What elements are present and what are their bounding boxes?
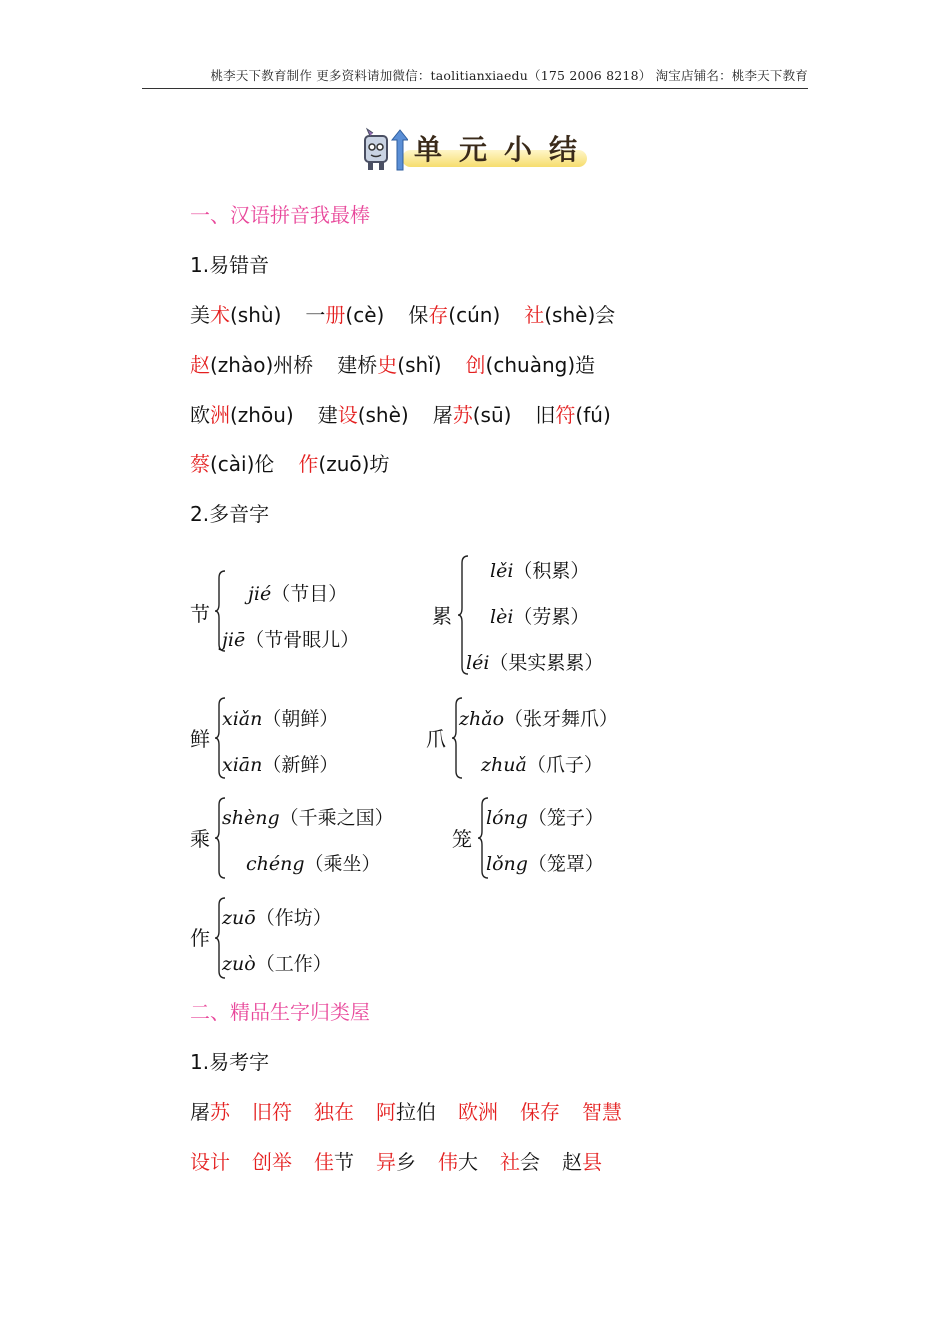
word-text: 建桥 (337, 353, 378, 377)
word-item (190, 403, 294, 427)
example-word: （工作） (255, 953, 332, 975)
highlighted-character: 存 (428, 303, 449, 327)
highlighted-character: 苏 (452, 403, 473, 427)
pinyin: zhǎo (459, 708, 505, 730)
word-text: (shǐ) (397, 353, 442, 377)
example-word: （节目） (271, 583, 348, 605)
word-item (318, 403, 409, 427)
highlighted-character: 独在 (314, 1100, 354, 1124)
word-item (500, 1150, 540, 1174)
highlighted-character: 县 (582, 1150, 602, 1174)
word-item (337, 353, 441, 377)
section-2-title: 二、精品生字归类屋 (190, 1000, 370, 1024)
word-text: (zhào)州桥 (210, 353, 314, 377)
highlighted-character: 史 (377, 353, 398, 377)
pinyin: lěi (490, 560, 514, 582)
word-item (376, 1100, 436, 1124)
subsection-error-prone-sounds: 1.易错音 (190, 253, 270, 277)
highlighted-character: 阿 (376, 1100, 396, 1124)
word-text: (cài)伦 (210, 452, 275, 476)
section-banner (358, 126, 595, 174)
word-item (458, 1100, 498, 1124)
word-item (376, 1150, 416, 1174)
polyphonic-character: 作 (190, 926, 210, 950)
word-text: 屠 (432, 403, 453, 427)
page-header: 桃李天下教育制作 更多资料请加微信：taolitianxiaedu（175 2006 8218） 淘宝店铺名：桃李天下教育 (210, 68, 808, 83)
reading (490, 602, 589, 629)
word-text: (cè) (345, 303, 385, 327)
highlighted-character: 洲 (210, 403, 230, 427)
word-item (190, 452, 274, 476)
word-item (466, 353, 596, 377)
word-item (190, 353, 313, 377)
word-text: (fú) (575, 403, 611, 427)
polyphonic-character: 累 (432, 604, 452, 628)
word-text: 大 (458, 1150, 478, 1174)
word-item (524, 303, 615, 327)
pinyin: shèng (222, 807, 280, 829)
word-text: (zhōu) (230, 403, 294, 427)
highlighted-character: 符 (555, 403, 576, 427)
word-item (433, 403, 512, 427)
reading (481, 750, 603, 777)
word-text: 建 (317, 403, 338, 427)
example-word: （爪子） (526, 754, 603, 776)
highlighted-character: 创举 (252, 1150, 292, 1174)
subsection-key-characters: 1.易考字 (190, 1050, 270, 1074)
reading (246, 849, 381, 876)
word-text: (zuō)坊 (318, 452, 390, 476)
word-item (535, 403, 610, 427)
polyphonic-character: 笼 (452, 827, 472, 851)
polyphonic-character: 节 (190, 602, 210, 626)
reading (222, 750, 338, 777)
pinyin: lèi (490, 606, 514, 628)
highlighted-character: 异 (376, 1150, 396, 1174)
pinyin: lóng (486, 807, 528, 829)
word-text: 会 (520, 1150, 540, 1174)
word-text: 保 (408, 303, 429, 327)
reading (222, 625, 359, 652)
word-item (190, 1100, 230, 1124)
highlighted-character: 设计 (190, 1150, 230, 1174)
example-word: （劳累） (513, 606, 590, 628)
pinyin: zhuǎ (481, 754, 527, 776)
highlighted-character: 社 (524, 303, 545, 327)
example-word: （积累） (513, 560, 590, 582)
reading (222, 704, 338, 731)
robot-mascot-icon (358, 126, 408, 174)
example-word: （笼罩） (527, 853, 604, 875)
example-word: （作坊） (255, 907, 332, 929)
word-text: 欧 (190, 403, 210, 427)
word-item (438, 1150, 478, 1174)
word-item (298, 452, 389, 476)
highlighted-character: 术 (210, 303, 230, 327)
example-word: （朝鲜） (262, 708, 339, 730)
word-item (252, 1100, 292, 1124)
reading (486, 849, 604, 876)
word-item (582, 1100, 622, 1124)
word-text: (shè)会 (544, 303, 616, 327)
word-item (190, 303, 281, 327)
highlighted-character: 赵 (190, 353, 210, 377)
pinyin: jié (248, 583, 272, 605)
word-text: (chuàng)造 (485, 353, 596, 377)
example-word: （节骨眼儿） (245, 629, 360, 651)
example-word: （笼子） (527, 807, 604, 829)
highlighted-character: 保存 (520, 1100, 560, 1124)
header-rule (142, 88, 808, 89)
word-text: 屠 (190, 1100, 210, 1124)
polyphonic-character: 鲜 (190, 727, 210, 751)
example-word: （乘坐） (304, 853, 381, 875)
reading (459, 704, 618, 731)
word-text: 拉伯 (396, 1100, 436, 1124)
highlighted-character: 蔡 (190, 452, 210, 476)
highlighted-character: 佳 (314, 1150, 334, 1174)
highlighted-character: 伟 (438, 1150, 458, 1174)
word-text: 乡 (396, 1150, 416, 1174)
word-row (190, 351, 595, 379)
highlighted-character: 创 (465, 353, 486, 377)
banner-title: 单元小结 (414, 133, 595, 166)
word-text: 一 (305, 303, 326, 327)
highlighted-character: 旧符 (252, 1100, 292, 1124)
word-row (190, 450, 389, 478)
polyphonic-character: 乘 (190, 827, 210, 851)
word-text: 美 (190, 303, 210, 327)
up-arrow-icon (392, 130, 408, 170)
pinyin: zuō (222, 907, 256, 929)
example-word: （果实累累） (489, 652, 604, 674)
example-word: （千乘之国） (279, 807, 394, 829)
pinyin: chéng (246, 853, 305, 875)
word-row (190, 1148, 602, 1176)
word-item (314, 1150, 354, 1174)
highlighted-character: 苏 (210, 1100, 230, 1124)
reading (466, 648, 603, 675)
word-item (562, 1150, 602, 1174)
reading (490, 556, 589, 583)
word-text: 赵 (562, 1150, 582, 1174)
example-word: （新鲜） (262, 754, 339, 776)
pinyin: lǒng (486, 853, 528, 875)
word-item (314, 1100, 354, 1124)
word-item (408, 303, 500, 327)
pinyin: xiǎn (222, 708, 263, 730)
pinyin: zuò (222, 953, 256, 975)
word-text: (sū) (472, 403, 512, 427)
reading (248, 579, 347, 606)
word-text: (shè) (357, 403, 409, 427)
pinyin: jiē (222, 629, 246, 651)
reading (486, 803, 604, 830)
word-row (190, 301, 615, 329)
section-1-title: 一、汉语拼音我最棒 (190, 203, 370, 227)
highlighted-character: 社 (500, 1150, 520, 1174)
highlighted-character: 欧洲 (458, 1100, 498, 1124)
subsection-polyphonic: 2.多音字 (190, 502, 270, 526)
highlighted-character: 智慧 (582, 1100, 622, 1124)
word-item (252, 1150, 292, 1174)
word-text: 节 (334, 1150, 354, 1174)
word-row (190, 1098, 622, 1126)
highlighted-character: 册 (325, 303, 346, 327)
word-item (305, 303, 384, 327)
example-word: （张牙舞爪） (504, 708, 619, 730)
polyphonic-character: 爪 (426, 727, 446, 751)
reading (222, 949, 332, 976)
word-text: 旧 (535, 403, 556, 427)
highlighted-character: 作 (298, 452, 319, 476)
highlighted-character: 设 (337, 403, 358, 427)
word-text: (shù) (230, 303, 282, 327)
word-item (520, 1100, 560, 1124)
pinyin: xiān (222, 754, 263, 776)
word-item (190, 1150, 230, 1174)
reading (222, 903, 332, 930)
word-row (190, 401, 611, 429)
word-text: (cún) (448, 303, 501, 327)
reading (222, 803, 394, 830)
pinyin: léi (466, 652, 490, 674)
